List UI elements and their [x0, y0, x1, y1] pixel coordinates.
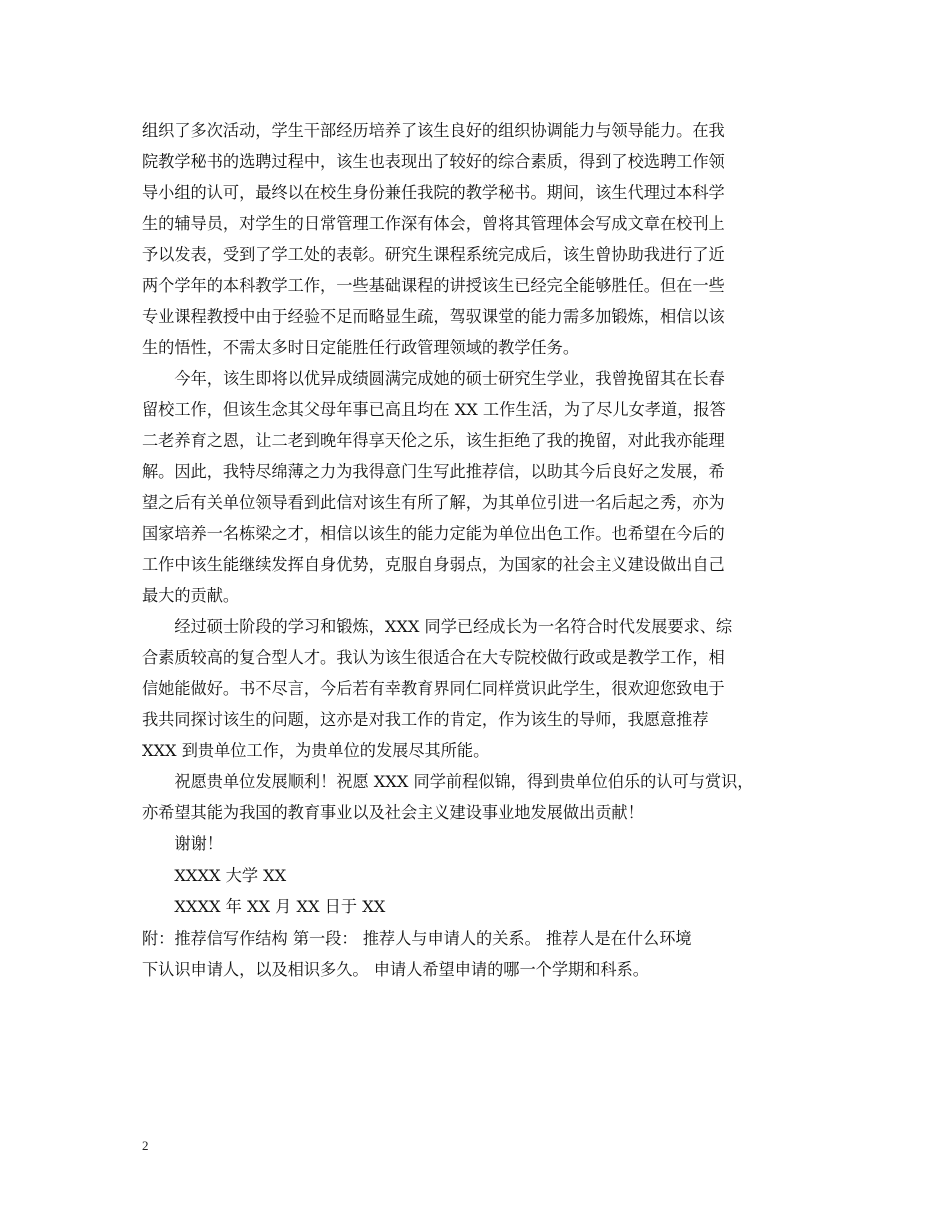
text-line: 导小组的认可，最终以在校生身份兼任我院的教学秘书。期间，该生代理过本科学: [142, 183, 725, 202]
text-line: 下认识申请人，以及相识多久。 申请人希望申请的哪一个学期和科系。: [142, 960, 649, 979]
text-line: 望之后有关单位领导看到此信对该生有所了解，为其单位引进一名后起之秀，亦为: [142, 493, 725, 512]
text-line: 信她能做好。书不尽言，今后若有幸教育界同仁同样赏识此学生，很欢迎您致电于: [142, 679, 725, 698]
text-line: 专业课程教授中由于经验不足而略显生疏，驾驭课堂的能力需多加锻炼，相信以该: [142, 307, 725, 326]
text-line: 工作中该生能继续发挥自身优势，克服自身弱点，为国家的社会主义建设做出自己: [142, 555, 725, 574]
text-line: 经过硕士阶段的学习和锻炼，XXX 同学已经成长为一名符合时代发展要求、综: [174, 617, 733, 636]
text-line: XXX 到贵单位工作，为贵单位的发展尽其所能。: [142, 741, 490, 760]
text-line: 予以发表，受到了学工处的表彰。研究生课程系统完成后，该生曾协助我进行了近: [142, 245, 725, 264]
text-line: 合素质较高的复合型人才。我认为该生很适合在大专院校做行政或是教学工作，相: [142, 648, 725, 667]
text-line: 两个学年的本科教学工作，一些基础课程的讲授该生已经完全能够胜任。但在一些: [142, 276, 725, 295]
text-line: 我共同探讨该生的问题，这亦是对我工作的肯定，作为该生的导师，我愿意推荐: [142, 710, 709, 729]
page-number: 2: [142, 1138, 149, 1153]
text-line: 今年，该生即将以优异成绩圆满完成她的硕士研究生学业，我曾挽留其在长春: [174, 369, 725, 388]
text-line: 祝愿贵单位发展顺利！祝愿 XXX 同学前程似锦，得到贵单位伯乐的认可与赏识，: [174, 772, 754, 791]
text-line: 国家培养一名栋梁之才，相信以该生的能力定能为单位出色工作。也希望在今后的: [142, 524, 725, 543]
text-line: 最大的贡献。: [142, 586, 240, 605]
text-line: 解。因此，我特尽绵薄之力为我得意门生写此推荐信，以助其今后良好之发展，希: [142, 462, 725, 481]
text-line: 生的辅导员，对学生的日常管理工作深有体会，曾将其管理体会写成文章在校刊上: [142, 214, 725, 233]
text-line: XXXX 年 XX 月 XX 日于 XX: [174, 897, 386, 916]
text-line: 留校工作，但该生念其父母年事已高且均在 XX 工作生活，为了尽儿女孝道，报答: [142, 400, 726, 419]
text-line: 组织了多次活动，学生干部经历培养了该生良好的组织协调能力与领导能力。在我: [142, 121, 725, 140]
text-line: 院教学秘书的选聘过程中，该生也表现出了较好的综合素质，得到了校选聘工作领: [142, 152, 725, 171]
text-line: 生的悟性，不需太多时日定能胜任行政管理领域的教学任务。: [142, 338, 580, 357]
text-line: 谢谢！: [174, 834, 223, 853]
text-line: 亦希望其能为我国的教育事业以及社会主义建设事业地发展做出贡献！: [142, 803, 644, 822]
text-line: 二老养育之恩，让二老到晚年得享天伦之乐，该生拒绝了我的挽留，对此我亦能理: [142, 431, 725, 450]
text-line: XXXX 大学 XX: [174, 865, 287, 885]
text-line: 附：推荐信写作结构 第一段： 推荐人与申请人的关系。 推荐人是在什么环境: [142, 928, 692, 948]
body-text: [142, 115, 810, 986]
